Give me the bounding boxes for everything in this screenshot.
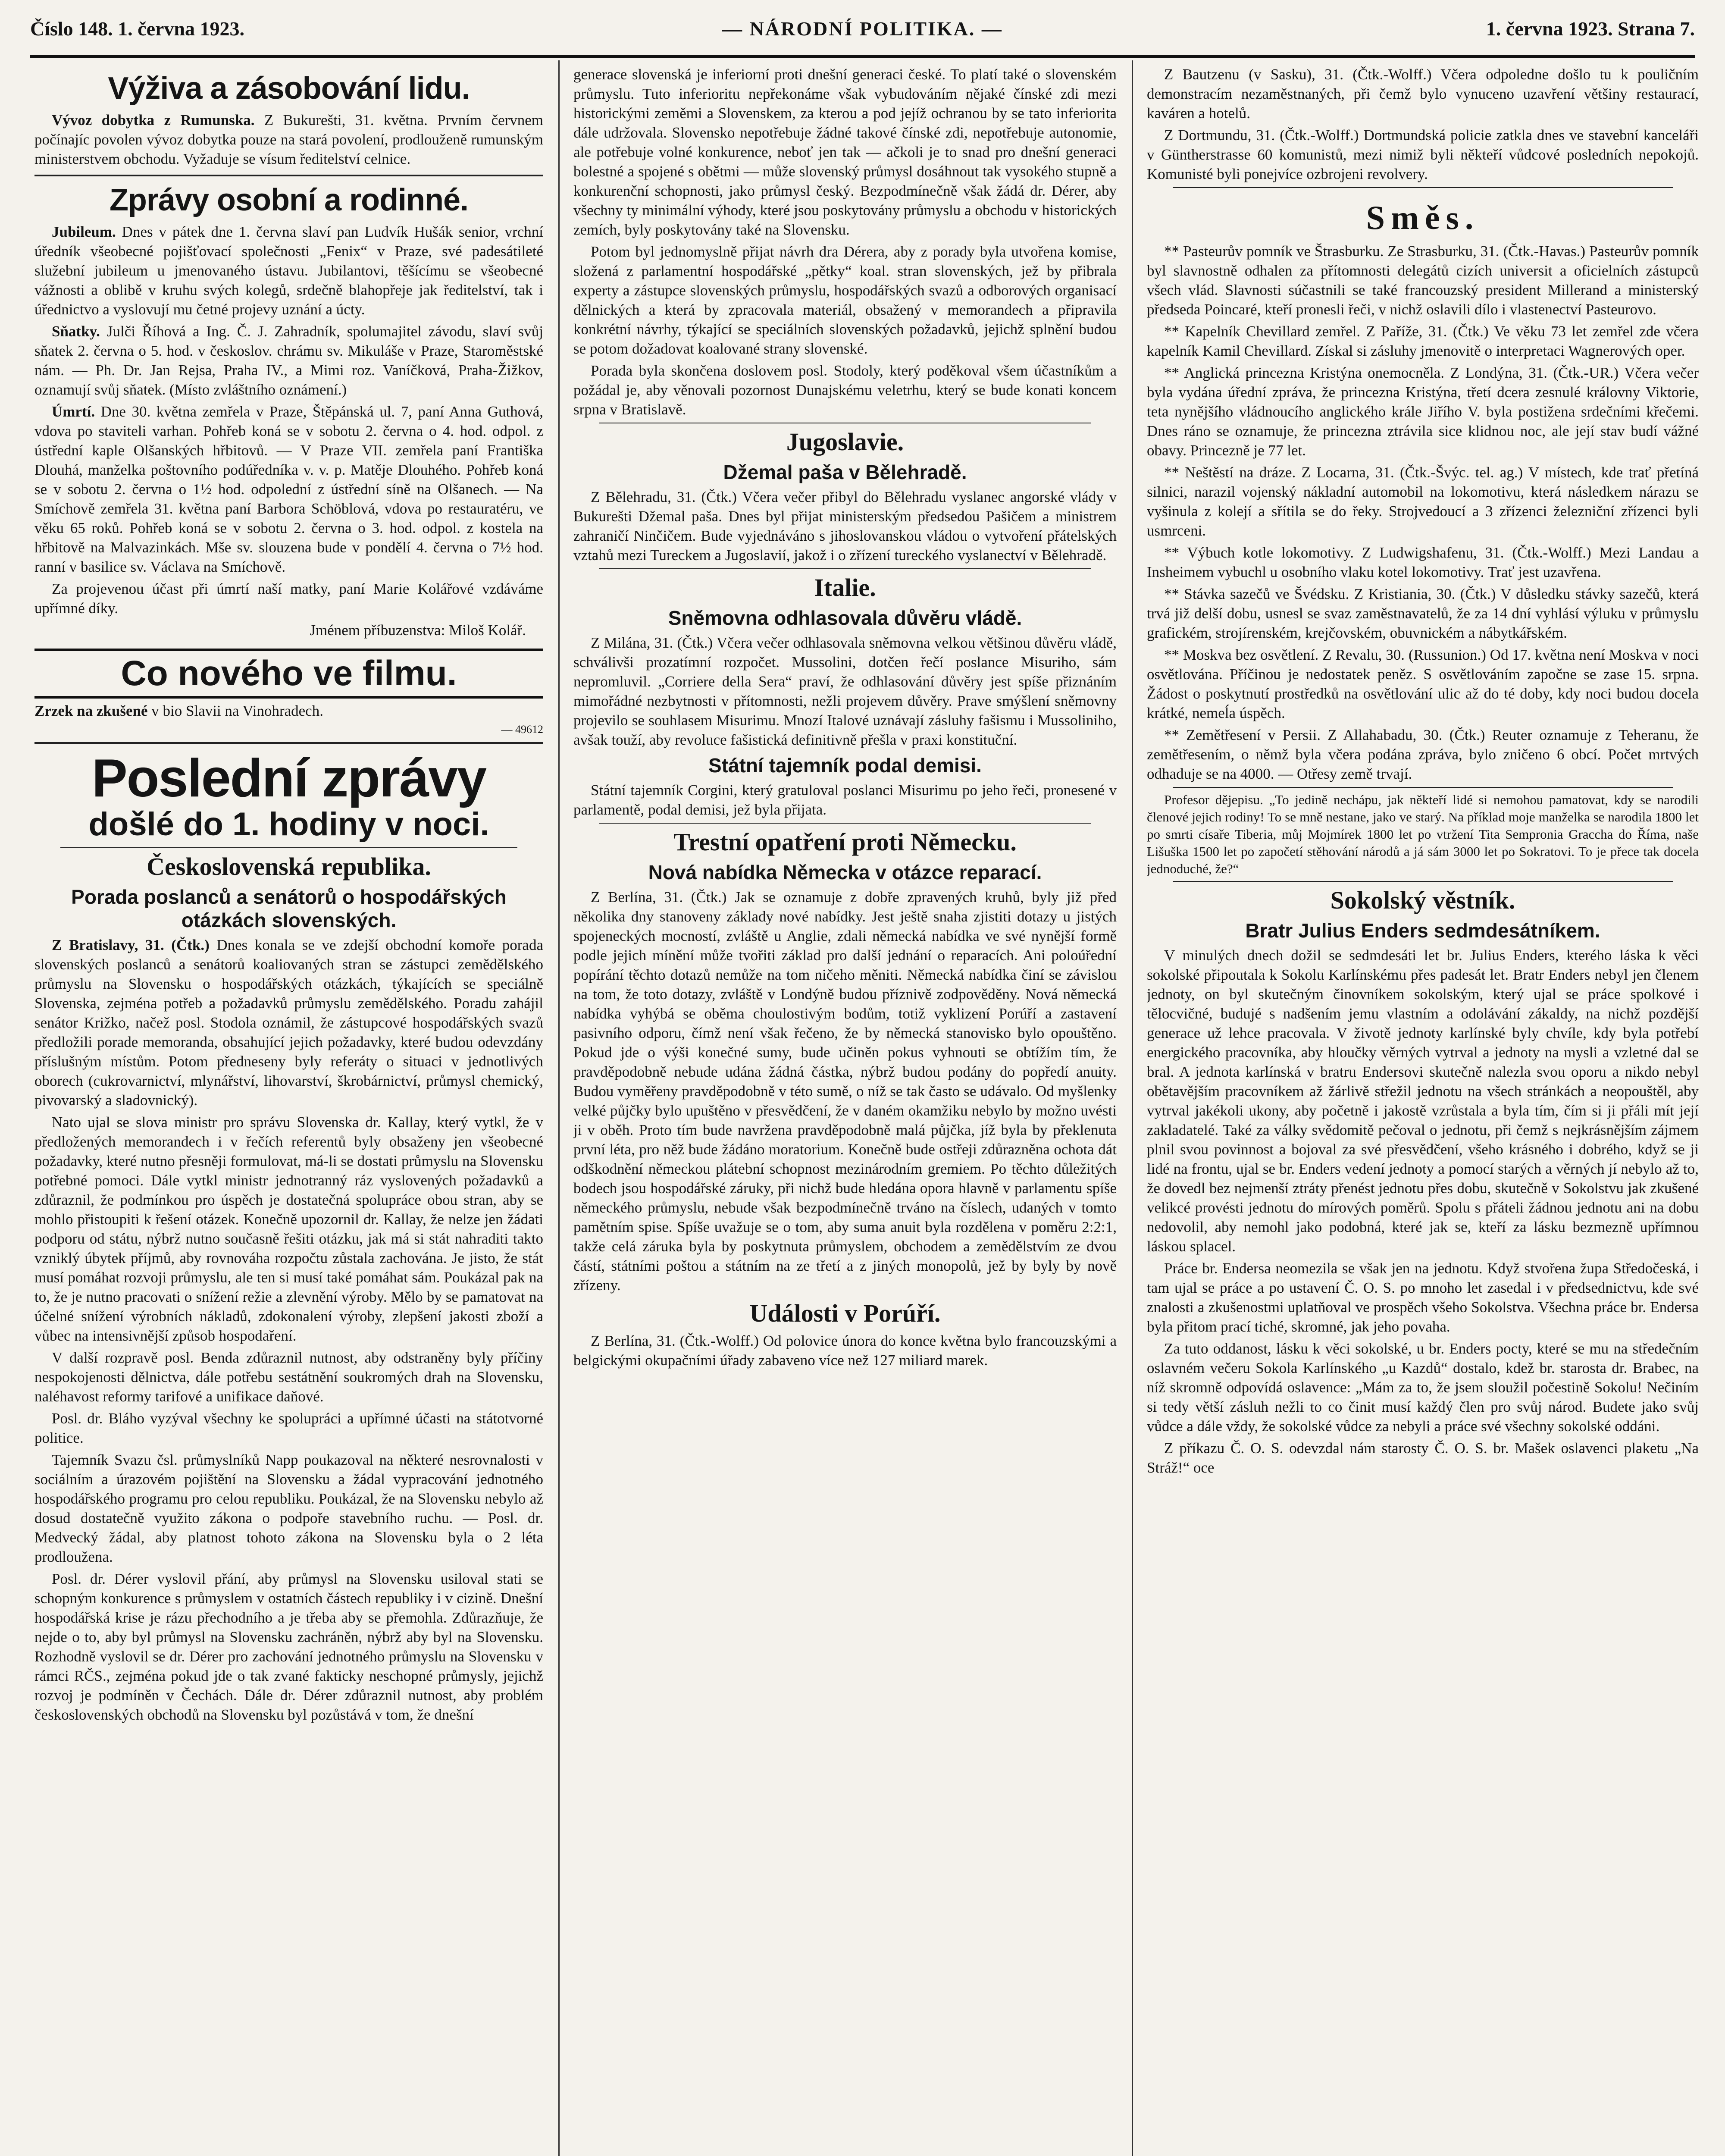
article-nestesti: ** Neštěstí na dráze. Z Locarna, 31. (Čtk.-Švýc. tel. ag.) V místech, kde trať přetíná silnici, narazil vojenský nákladní automobil na lokomotivu, která následkem nárazu se vyšinula z kolejí a sřítila se do řeky. Strojvedoucí a 3 zřízenci železniční zřízenci byli usmrceni.: [1147, 464, 1699, 539]
article-lead: Jubileum.: [52, 223, 116, 240]
section-heading-film: Co nového ve filmu.: [34, 649, 543, 699]
film-title: Zrzek na zkušené: [34, 702, 148, 719]
article-stavka: ** Stávka sazečů ve Švédsku. Z Kristiania, 30. (Čtk.) V důsledku stávky sazečů, která trvá již delší dobu, usnesl se svaz zaměstnavatelů, že za 14 dní vyhlásí výluku v průmyslu grafickém, strojírenském, krejčovském, obuvnickém a nábytkářském.: [1147, 586, 1699, 641]
article-enders-p1: V minulých dnech dožil se sedmdesáti let br. Julius Enders, kterého láska k věci sokolské připoutala k Sokolu Karlínskému přes padesát let. Bratr Enders nebyl jen členem jednoty, on byl skutečným činovníkem sokolským, který ujal se práce spolkové i tělocvičné, budujé s nadšením jemu vlastním a odolávání zákaldy, na nichž pozdější generace už lehce pracovala. V životě jednoty karlínské byly chvíle, kdy byla potřebí energického pracovníka, aby hloučky věrných vytrval a jednoty na mysli a vzletné dal se bral. A jednota karlínská v bratru Endersovi skutečně nalezla svou oporu a nikdo nebyl obětavějším pracovníkem až žárlivě střežil jednotu na všech stránkách a neopouštěl, aby vytrval jakékoli ukony, aby početně i jakostě vzrůstala a byla tím, čím si ji přáli mít její zakladatelé. Také za války svědomitě pečoval o jednotu, při čemž s nejkrásnějším zájmem plnil svou povinnost a bojoval za své přesvědčení, všeho krásného i dobrého, když se ji lidé na frontu, ujal se br. Enders vedení jednoty a pomocí starých a věrných jí nebylo až to, že dovedl bez nejmenší ztráty přenést jednotu přes dobu, skutečně v Sokolstvu jak zkušené velikcé provésti jednotu do mírových poměrů. Spolu s přáteli žádnou jednotu ani na dobu nedovolil, aby nemohl jako podobná, které jak se, kteří za lásku bezmezně upřímnou láskou splacel.: [1147, 947, 1699, 1255]
article-lead: Vývoz dobytka z Rumunska.: [52, 112, 255, 128]
article-dortmund: Z Dortmundu, 31. (Čtk.-Wolff.) Dortmundská policie zatkla dnes ve stavební kanceláři v Güntherstrasse 60 komunistů, mezi nimiž byli někteří vůdcové posledních nepokojů. Komunisté byli ponejvíce ozbrojeni revolvery.: [1147, 127, 1699, 182]
article-enders-p2: Práce br. Endersa neomezila se však jen na jednotu. Když stvořena župa Středočeská, i tam ujal se práce a po ustavení Č. O. S. po mnoho let zasedal i v předsednictvu, kde své znalosti a zkušenostmi uplatňoval ve prospěch všeho Sokolstva. Všechna práce br. Endersa byla přitom prací tiché, skromné, jak jeho povaha.: [1147, 1260, 1699, 1335]
article-dzemal: Z Bělehradu, 31. (Čtk.) Včera večer přibyl do Bělehradu vyslanec angorské vlády v Bukurešti Džemal paša. Dnes byl přijat ministerským předsedou Pašičem a ministrem zahraničí Ninčičem. Bude vyjednáváno s jihoslovanskou vládou o vytvoření přátelských vztahů mezi Tureckem a Jugoslavií, jakož i o zřízení tureckého vyslanectví v Bělehradě.: [573, 489, 1117, 564]
section-heading-italie: Italie.: [814, 573, 876, 602]
article-text: Dne 30. května zemřela v Praze, Štěpánská ul. 7, paní Anna Guthová, vdova po staviteli varhan. Pohřeb koná se v sobotu 2. června o 4. hod. odpol. z ústřední kaple Olšanských hřbitovů. — V Praze VII. zemřela paní Františka Dlouhá, manželka poštovního podúředníka v. v. p. Matěje Dlouhého. Pohřeb koná se v sobotu 2. června o 1½ hod. odpolední z ústřední síně na Olšanech. — Na Smíchově zemřela 31. května paní Barbora Schöblová, vdova po restauratéru, ve věku 65 roků. Pohřeb koná se v sobotu 2. června o 3. hod. odpol. z kostela na hřbitově na Malvazinkách. Mše sv. slouzena bude v pondělí 4. června o 7½ hod. ranní v basilice sv. Václava na Smíchově.: [34, 403, 543, 575]
article-porada-p2: Nato ujal se slova ministr pro správu Slovenska dr. Kallay, který vytkl, že v předložených memorandech i v řečích referentů byly obsaženy jen všeobecné požadavky, které nutno přesněji formulovat, má-li se dostati průmyslu na Slovensku potřebné pomoci. Dále vytkl ministr jednotranný ráz vyslovených požadavků a zdůraznil, že podmínkou pro úspěch je dostatečná spolupráce obou stran, aby se mohlo přistoupiti k řešení otázek. Konečně upozornil dr. Kallay, že nelze jen žádati podporu od státu, nýbrž nutno současně řešiti otázku, jak má si stát nahraditi takto vzniklý úbytek příjmů, aby rovnováha rozpočtu zůstala zachována. Je jisto, že stát musí pomáhat rozvoji průmyslu, ale ten si musí také pomáhat sám. Poukázal pak na to, že je nutno pracovati o snížení režie a zlevnění výroby. Mělo by se pamatovat na účelné snížení výrobních nákladů, zdokonalení výroby, zlepšení jakosti zboží a vůbec na intensivnější způsob hospodaření.: [34, 1114, 543, 1344]
film-venue: v bio Slavii na Vinohradech.: [151, 702, 323, 719]
article-vybuch: ** Výbuch kotle lokomotivy. Z Ludwigshafenu, 31. (Čtk.-Wolff.) Mezi Landau a Insheimem vybuchl u osobního vlaku kotel lokomotivy. Trať jest uzavřena.: [1147, 544, 1699, 580]
article-enders-p3: Za tuto oddanost, lásku k věci sokolské, u br. Enders pocty, které se mu na středečním oslavném večeru Sokola Karlínského „u Kazdů“ dostalo, kdež br. starosta dr. Brabec, na níž skromně odpovídá oslavence: „Mám za to, že jsem sloužil počestině Sokolu! Nečiním si tedy větší zásluh nežli to co činit musí každý člen pro svůj národ. Budete jako svůj vůdce a dále vždy, že sokolské vůdce za nebyli a práce své všechny sokolské oddáni.: [1147, 1340, 1699, 1435]
article-porada-p4: Posl. dr. Bláho vyzýval všechny ke spolupráci a upřímné účasti na státotvorné politice.: [34, 1410, 543, 1446]
article-berlin-porury: Z Berlína, 31. (Čtk.-Wolff.) Od polovice února do konce května bylo francouzskými a belgickými okupačními úřady zabaveno více než 127 miliard marek.: [573, 1332, 1117, 1369]
ad-number: — 49612: [501, 723, 543, 736]
column-1: [34, 65, 543, 2156]
article-heading-enders: Bratr Julius Enders sedmdesátníkem.: [1245, 919, 1600, 942]
article-porada-p5: Tajemník Svazu čsl. průmyslníků Napp poukazoval na některé nesrovnalosti v sociálním a úrazovém pojištění na Slovensku a žádal vypracování jednotného hospodářského programu pro celou republiku. Poukázal, že na Slovensku nebylo až dosud dostatečně využito zákona o podpoře stavebního ruchu. — Posl. dr. Medvecký žádal, aby platnost tohoto zákona na Slovensku byla o 2 léta prodloužena.: [34, 1451, 543, 1565]
column-divider: [558, 60, 560, 2156]
signature: Jménem příbuzenstva: Miloš Kolář.: [310, 622, 526, 639]
article-text: Prvním červnem počínajíc povolen vývoz dobytka pouze na stará povolení, prodlouženě rumunským ministerstvem obchodu. Vyžaduje se vísum ředitelství celnice.: [34, 112, 543, 167]
article-heading-snemovna: Sněmovna odhlasovala důvěru vládě.: [668, 607, 1022, 629]
article-heading-demise: Státní tajemník podal demisi.: [708, 754, 982, 777]
section-heading-smes: Směs.: [1366, 199, 1480, 236]
article-text: Dnes v pátek dne 1. června slaví pan Ludvík Hušák senior, vrchní úředník všeobecné pojišťovací společnosti „Fenix“ v Praze, své padesátileté služební jubileum u jmenovaného ústavu. Jubilantovi, těšícímu se všeobecné vážnosti a oblibě v kruhu svých kolegů, srdečně blahopřeje jak ředitelství, tak i úřednictvo a vyslovují mu četné projevy uznání a úcty.: [34, 223, 543, 318]
page-number: 1. června 1923. Strana 7.: [1486, 18, 1695, 40]
column-divider: [1132, 60, 1133, 2156]
header-rule: [30, 55, 1695, 58]
newspaper-title: — NÁRODNÍ POLITIKA. —: [722, 18, 1003, 40]
section-rule: [34, 742, 543, 744]
article-text: Julči Říhová a Ing. Č. J. Zahradník, spolumajitel závodu, slaví svůj sňatek 2. června o 5. hod. v českoslov. chrámu sv. Mikuláše v Praze, Staroměstské nám. — Ph. Dr. Jan Rejsa, Praha IV., a Mimi roz. Vaníčková, Praha-Žižkov, oznamují svůj sňatek. (Místo zvláštního oznámení.): [34, 323, 543, 398]
article-pasteur: ** Pasteurův pomník ve Štrasburku. Ze Strasburku, 31. (Čtk.-Havas.) Pasteurův pomník byl slavnostně odhalen za přítomnosti delegátů cizích universit a oficielních zástupců všech vlád. Slavnosti súčastnili se také francouzský president Millerand a ministerský předseda Poincaré, kteří pronesli řeči, v nichž oslavili dílo i vlastenectví Pasteurovo.: [1147, 243, 1699, 318]
article-heading-nova-nabidka: Nová nabídka Německa v otázce reparací.: [648, 861, 1042, 884]
article-chevillard: ** Kapelník Chevillard zemřel. Z Paříže, 31. (Čtk.) Ve věku 73 let zemřel zde včera kapelník Kamil Chevillard. Získal si zásluhy jmenovitě o interpretaci Wagnerových oper.: [1147, 323, 1699, 359]
section-heading-trestni: Trestní opatření proti Německu.: [673, 828, 1017, 856]
section-rule: [599, 823, 1091, 824]
article-moskva: ** Moskva bez osvětlení. Z Revalu, 30. (Russunion.) Od 17. května není Moskva v noci osvětlována. Příčinou je nedostatek peněz. S osvětlováním započne se zase 15. srpna. Žádost o poskytnutí prostředků na osvětlování ulic až do té doby, kdy noci budou docela krátké, nemeĺa úspěch.: [1147, 646, 1699, 721]
article-kristyna: ** Anglická princezna Kristýna onemocněla. Z Londýna, 31. (Čtk.-UR.) Včera večer byla vydána úřední zpráva, že princezna Kristýna, třetí dcera zesnulé královny Viktorie, teta nynějšího vládnoucího anglického krále Jiřího V. byla postižena srdečními křečemi. Dnes ráno se oznamuje, že princezna ztrávila sice klidnou noc, ale její stav budí vážné obavy. Princezně je 77 let.: [1147, 364, 1699, 459]
headline-posledni-zpravy: Poslední zprávy: [91, 749, 486, 808]
article-snatky: [34, 322, 543, 399]
section-rule: [60, 847, 517, 848]
article-milan: Z Milána, 31. (Čtk.) Včera večer odhlasovala sněmovna velkou většinou důvěru vládě, schválivši prozatímní rozpočet. Mussolini, dotčen řečí poslance Misuriho, sám nepromluvil. „Corriere della Sera“ praví, že odhlasování důvěry jest spíše přiznáním mimořádné nezbytnosti v přítomnosti, nežli projevem důvěry. Prave smýšlení sněmovny projevilo se souhlasem Misurimu. Mnozí Italové uznávají zásluhy fašismu i Mussoliniho, avšak touží, aby revoluce fašistická definitivně přešla v praxi konstituční.: [573, 634, 1117, 748]
article-porada-p3: V další rozpravě posl. Benda zdůraznil nutnost, aby odstraněny byly příčiny nespokojenosti dělnictva, dále potřebu sestátnění soukromých drah na Slovensku, naléhavost reformy tarifové a unifikace daňové.: [34, 1349, 543, 1405]
section-heading-csr: Československá republika.: [147, 852, 431, 881]
dateline: Z Bratislavy, 31. (Čtk.): [52, 937, 210, 953]
section-heading-jugoslavie: Jugoslavie.: [786, 428, 904, 456]
article-text: Dnes konala se ve zdejší obchodní komoře porada slovenských poslanců a senátorů koaliovaných stran se zástupci zemědělského průmyslu na Slovensku o hospodářských otázkách, týkajících se speciálně Slovenska, zejména potřeb a požadavků průmyslu zemědělského. Poradu zahájil senátor Križko, načež posl. Stodola oznámil, že zástupcové hospodářských svazů předložili porade memoranda, obsahující jejich požadavky, které budou odevzdány příslušným místům. Potom předneseny byly referáty o situaci v jednotlivých oborech (cukrovarnictví, mlynářství, lihovarství, škrobárnictví, průmysl chemický, pivovarský a sladovnický).: [34, 937, 543, 1109]
article-lead: Úmrtí.: [52, 403, 95, 420]
article-heading-dzemal: Džemal paša v Bělehradě.: [723, 461, 967, 483]
column-2: [573, 65, 1117, 2156]
issue-number: Číslo 148. 1. června 1923.: [30, 18, 245, 40]
article-profesor: Profesor dějepisu. „To jedině nechápu, jak někteří lidé si nemohou pamatovat, kdy se narodili členové jejich rodiny! To se mně nestane, jako ve starý. Na příklad moje manželka se narodila 1800 let po smrti císaře Tiberia, můj Mojmírek 1800 let po vtržení Tita Sempronia Graccha do Říma, naše Lišuška 1500 let po započetí stěhování národů a já sám 3000 let po Sokratovi. To je přece tak docela jednoduché, že?“: [1147, 792, 1699, 876]
headline-dosle: došlé do 1. hodiny v noci.: [88, 806, 489, 843]
column-3: [1147, 65, 1699, 2156]
article-vyvoz-dobytka: [34, 110, 543, 169]
section-rule: [1173, 787, 1673, 788]
section-heading-zpravy: Zprávy osobní a rodinné.: [109, 183, 469, 217]
article-stodola: Porada byla skončena doslovem posl. Stodoly, který poděkoval všem účastníkům a požádal je, aby věnovali pozornost Dunajskému veletrhu, který se bude konati koncem srpna v Bratislavě.: [573, 362, 1117, 418]
article-heading-porury: Události v Porúří.: [749, 1299, 941, 1327]
article-demise: Státní tajemník Corgini, který gratuloval poslanci Misurimu po jeho řeči, pronesené v parlamentě, podal demisi, jež byla přijata.: [573, 782, 1117, 818]
section-rule: [599, 568, 1091, 569]
article-heading-porada: Porada poslanců a senátorů o hospodářských otázkách slovenských.: [71, 886, 507, 931]
section-rule: [1173, 187, 1673, 188]
article-enders-p4: Z příkazu Č. O. S. odevzdal nám starosty Č. O. S. br. Mašek oslavenci plaketu „Na Stráž!“ oce: [1147, 1440, 1699, 1476]
section-rule: [1173, 881, 1673, 882]
article-porada-p6: Posl. dr. Dérer vyslovil přání, aby průmysl na Slovensku usiloval stati se schopným konkurence s průmyslem v ostatních částech republiky i v cizině. Dnešní hospodářská krise je rázu přechodního a je třeba aby se přemohla. Zdůrazňuje, že nejde o to, aby byl průmysl na Slovensku zachráněn, nýbrž aby byl na Slovensku. Rozhodně vyslovil se dr. Dérer pro zachování jednotného průmyslu na Slovensku v rámci RČS., zejména pokud jde o tak zvané fakticky neschopné průmysly, jejichž rozvoj je podmíněn v Čechách. Dále dr. Dérer zdůraznil nutnost, aby problém československých obchodů na Slovensku byl pozůstává v tom, že dnešní: [34, 1570, 543, 1723]
article-bautzen: Z Bautzenu (v Sasku), 31. (Čtk.-Wolff.) Včera odpoledne došlo tu k pouličním demonstracím nezaměstnaných, při čemž bylo vynuceno uzavření většiny restaurací, kaváren a hotelů.: [1147, 66, 1699, 122]
section-heading-vyziva: Výživa a zásobování lidu.: [108, 71, 470, 106]
article-porada-p1: [34, 935, 543, 1110]
article-jubileum: [34, 222, 543, 319]
article-persie: ** Zemětřesení v Persii. Z Allahabadu, 30. (Čtk.) Reuter oznamuje z Teheranu, že zemětřesením, o němž byla včera podána zpráva, bylo zničeno 6 obcí. Počet mrtvých odhaduje se na 4000. — Otřesy země trvají.: [1147, 727, 1699, 782]
section-rule: [34, 175, 543, 176]
article-porada-continued: generace slovenská je inferiorní proti dnešní generaci české. To platí také o slovenském průmyslu. Tuto inferioritu nepřekonáme však vybudováním nějaké čínské zdi mezi historickými zeměmi a Slovenskem, za kterou a pod jejíž ochranou by se tato inferiorita dále udržovala. Slovensko nepotřebuje žádné takové čínské zdi, nepotřebuje autonomie, ale potřebuje volné konkurence, neboť jen tak — ačkoli je to snad pro dnešní generaci bolestné a spojené s obětmi — může slovenský průmysl dosáhnout tak vysokého stupně a konkurenční schopnosti, jako průmysl český. Bezpodmínečně však žádá dr. Dérer, aby všechny ty minimální výhody, které jsou poskytovány průmyslu a obchodu v historických zemích, byly poskytovány také na Slovensku.: [573, 66, 1117, 238]
page-header: [30, 9, 1695, 56]
article-podekovani: Za projevenou účast při úmrtí naší matky, paní Marie Kolářové vzdáváme upřímné díky.: [34, 580, 543, 617]
film-notice: [34, 701, 543, 721]
article-berlin-reparace: Z Berlína, 31. (Čtk.) Jak se oznamuje z dobře zpravených kruhů, byly již před několika dny stanoveny základy nové nabídky. Jest ještě snaha zjistiti dotazy u jistých spojeneckých mocností, zvláště u Anglie, zdali německá nabídka ve své nynější formě podle jejich mínění může tvořiti základ pro další jednání o reparacích. Ani poloúřední popírání těchto dotazů nemůže na tom ničeho měniti. Německá nabídka činí se závislou na tom, že toto dotazy, zvláště v Londýně budou příznivě zodpověděny. Nová německá nabídka vyhýbá se oběma choulostivým bodům, totiž vyklizení Porúří a zastavení pasivního odporu, čímž není však řečeno, že by německá stanovisko bylo opouštěno. Pokud jde o výši konečné sumy, bude učiněn pokus vyhnouti se obtížím tím, že pravděpodobně nebude udána žádná částka, nýbrž budou podány do popředí anuity. Budou vyměřeny pravděpodobně v této sumě, o níž se tak často se udávalo. Od myšlenky velké půjčky bylo upuštěno v přesvědčení, že v daném okamžiku nebylo by možno uvésti ji v oběh. Proto tím bude navržena pravděpodobně malá půjčka, jíž byla by překlenuta první léta, pro něž bude žádáno moratorium. Konečně bude ostřeji zdůrazněna ochota dát odškodnění německou plátební schopnost mezinárodním gremiem. Po těchto důležitých bodech jsou hospodářské záruky, při nichž bude hledána opora hlavně v parlamentu spíše německého průmyslu, nebude však bezpodmínečně trváno na číslech, udaných v tomto pamětním spise. Spíše uvažuje se o tom, aby suma anuit byla rozdělena v poměru 2:2:1, takže celá záruka byla by poskytnuta průmyslem, obchodem a zemědělstvím ze dvou částí, státními poštou a státním na ze třetí a z jiných monopolů, jež by byly by nově zřízeny.: [573, 889, 1117, 1294]
article-umrti: [34, 402, 543, 577]
dateline: Z Bukurešti, 31. května.: [264, 112, 428, 128]
article-lead: Sňatky.: [52, 323, 100, 340]
section-heading-sokol: Sokolský věstník.: [1330, 886, 1515, 914]
article-derer-komise: Potom byl jednomyslně přijat návrh dra Dérera, aby z porady byla utvořena komise, složená z parlamentní hospodářské „pětky“ koal. stran slovenských, jež by přibrala experty a zástupce slovenských průmyslu, hospodářských svazů a odborových organisací dělnických a která by zpracovala materiál, obsažený v memorandech a připravila konkrétní návrhy, týkající se speciálních slovenských požadavků, jejichž splnění budou se potom dožadovat koalované strany slovenské.: [573, 243, 1117, 357]
